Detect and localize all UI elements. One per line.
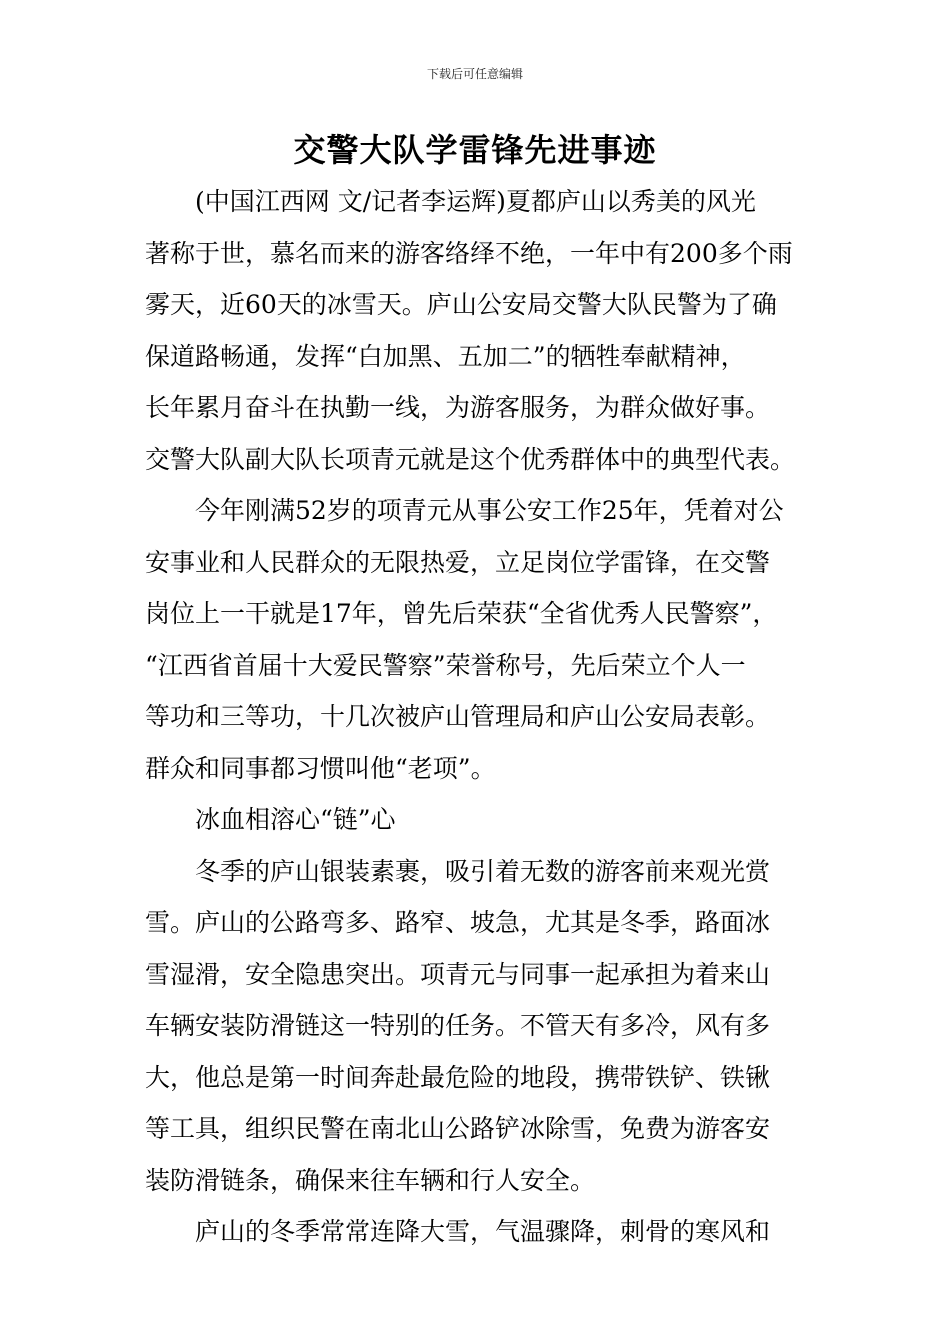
- page-header-note: 下载后可任意编辑: [426, 67, 523, 81]
- text-line: 等工具，组织民警在南北山公路铲冰除雪，免费为游客安: [145, 1114, 771, 1143]
- text-line: 安事业和人民群众的无限热爱，立足岗位学雷锋，在交警: [145, 547, 771, 577]
- text-line: 装防滑链条，确保来往车辆和行人安全。: [145, 1165, 596, 1195]
- text-line: 群众和同事都习惯叫他“老项”。: [145, 753, 496, 783]
- text-line: 雪湿滑，安全隐患突出。项青元与同事一起承担为着来山: [145, 959, 771, 989]
- text-line: 著称于世，慕名而来的游客络绎不绝，一年中有200多个雨: [145, 238, 793, 268]
- text-line: 保道路畅通，发挥“白加黑、五加二”的牺牲奉献精神，: [145, 341, 746, 371]
- text-line: 今年刚满52岁的项青元从事公安工作25年，凭着对公: [195, 496, 784, 525]
- text-line: 庐山的冬季常常连降大雪，气温骤降，刺骨的寒风和: [195, 1217, 771, 1246]
- text-line: 车辆安装防滑链这一特别的任务。不管天有多冷，风有多: [145, 1011, 771, 1040]
- text-line: 雾天，近60天的冰雪天。庐山公安局交警大队民警为了确: [145, 290, 777, 319]
- article-body: [145, 176, 815, 1258]
- text-line: 长年累月奋斗在执勤一线，为游客服务，为群众做好事。: [145, 393, 771, 422]
- text-line: 冰血相溶心“链”心: [195, 805, 396, 834]
- document-title: 交警大队学雷锋先进事迹: [293, 131, 657, 169]
- text-line: 交警大队副大队长项青元就是这个优秀群体中的典型代表。: [145, 444, 796, 474]
- text-line: 大，他总是第一时间奔赴最危险的地段，携带铁铲、铁锹: [145, 1062, 771, 1092]
- text-line: 等功和三等功，十几次被庐山管理局和庐山公安局表彰。: [145, 702, 771, 731]
- text-line: 雪。庐山的公路弯多、路窄、坡急，尤其是冬季，路面冰: [145, 908, 771, 937]
- text-line: 冬季的庐山银装素裹，吸引着无数的游客前来观光赏: [195, 856, 771, 886]
- text-line: 岗位上一干就是17年，曾先后荣获“全省优秀人民警察”，: [145, 599, 778, 628]
- text-line: “江西省首届十大爱民警察”荣誉称号，先后荣立个人一: [145, 650, 746, 680]
- text-line: (中国江西网 文/记者李运辉)夏都庐山以秀美的风光: [195, 187, 756, 216]
